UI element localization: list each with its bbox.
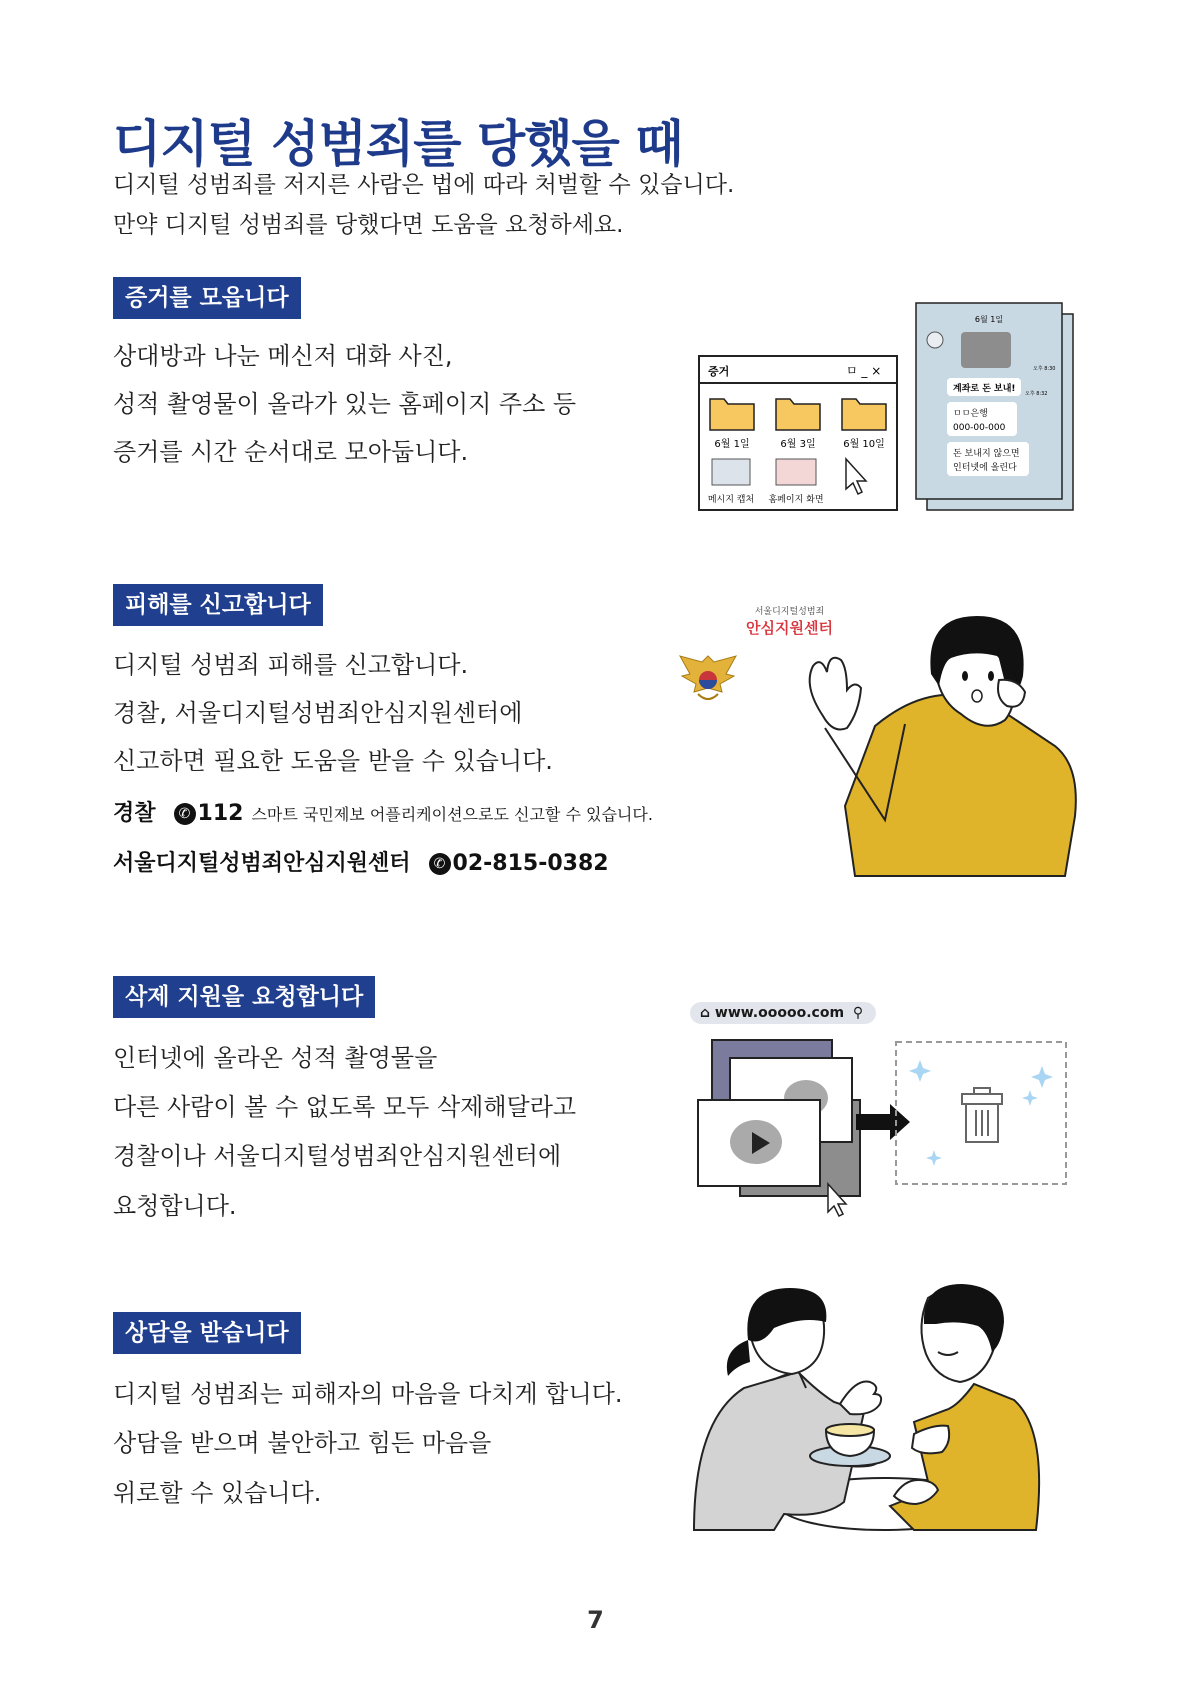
section-heading-counseling: 상담을 받습니다: [113, 1312, 301, 1354]
counseling-illustration: [690, 1284, 1076, 1530]
chat-message-2: ㅁㅁ은행: [953, 409, 988, 419]
sparkle-icon: [909, 1060, 931, 1082]
home-icon: ⌂: [700, 1005, 711, 1021]
page-number: 7: [587, 1606, 604, 1634]
police-emblem-icon: [668, 648, 748, 708]
chat-date: 6월 1일: [974, 315, 1004, 324]
folder-label: 6월 3일: [780, 439, 816, 450]
message-capture-thumbnail: [712, 459, 750, 485]
chat-message-1: 계좌로 돈 보내!: [953, 384, 1016, 394]
report-line-2: 경찰, 서울디지털성범죄안심지원센터에: [113, 699, 523, 727]
deletion-line-3: 경찰이나 서울디지털성범죄안심지원센터에: [113, 1142, 562, 1170]
police-number: 112: [197, 801, 244, 826]
police-note: 스마트 국민제보 어플리케이션으로도 신고할 수 있습니다.: [251, 805, 653, 824]
chat-time: 오후 8:30: [1033, 366, 1056, 372]
chat-time: 오후 8:32: [1025, 391, 1048, 397]
counseling-line-2: 상담을 받으며 불안하고 힘든 마음을: [113, 1429, 492, 1457]
url-bar: [690, 1002, 876, 1024]
intro-line-1: 디지털 성범죄를 저지른 사람은 법에 따라 처벌할 수 있습니다.: [113, 172, 735, 198]
chat-message-3: 돈 보내지 않으면: [953, 449, 1020, 459]
evidence-folder-window-illustration: [698, 355, 898, 511]
center-logo-text: 안심지원센터: [746, 619, 833, 637]
phone-icon: ✆: [174, 803, 196, 825]
evidence-line-3: 증거를 시간 순서대로 모아둡니다.: [113, 438, 469, 466]
sparkle-icon: [1022, 1090, 1038, 1106]
folder-icon: [710, 399, 754, 430]
police-contact: [113, 796, 653, 827]
page-title: 디지털 성범죄를 당했을 때: [113, 115, 683, 173]
report-line-1: 디지털 성범죄 피해를 신고합니다.: [113, 651, 469, 679]
counseling-line-3: 위로할 수 있습니다.: [113, 1479, 322, 1507]
deletion-line-2: 다른 사람이 볼 수 없도록 모두 삭제해달라고: [113, 1093, 577, 1121]
section-heading-report: 피해를 신고합니다: [113, 584, 323, 626]
avatar: [927, 332, 943, 348]
window-title: 증거: [708, 365, 730, 378]
intro-line-2: 만약 디지털 성범죄를 당했다면 도움을 요청하세요.: [113, 212, 624, 238]
phone-icon: ✆: [429, 853, 451, 875]
deletion-line-4: 요청합니다.: [113, 1192, 237, 1220]
center-logo-small-text: 서울디지털성범죄: [754, 607, 825, 617]
center-number: 02-815-0382: [452, 851, 609, 876]
section-heading-evidence: 증거를 모읍니다: [113, 277, 301, 319]
woman-calling-illustration: [755, 616, 1080, 886]
trash-icon: [962, 1088, 1002, 1142]
section-heading-deletion: 삭제 지원을 요청합니다: [113, 976, 375, 1018]
sparkle-icon: [926, 1150, 942, 1166]
folder-icon: [842, 399, 886, 430]
messenger-chat-illustration: [915, 302, 1075, 512]
evidence-line-1: 상대방과 나눈 메신저 대화 사진,: [113, 342, 453, 370]
folder-label: 6월 10일: [843, 439, 885, 450]
search-icon: ⚲: [852, 1005, 864, 1021]
police-label: 경찰: [113, 801, 156, 826]
center-contact: [113, 846, 609, 877]
thumb-label: 메시지 캡처: [707, 495, 755, 505]
homepage-thumbnail: [776, 459, 816, 485]
chat-message-2b: 000-00-000: [953, 423, 1006, 433]
window-controls-icon: ㅁ _ ×: [846, 364, 882, 378]
deletion-line-1: 인터넷에 올라온 성적 촬영물을: [113, 1044, 438, 1072]
thumb-label: 홈페이지 화면: [768, 495, 824, 505]
blurred-image: [961, 332, 1011, 368]
evidence-line-2: 성적 촬영물이 올라가 있는 홈페이지 주소 등: [113, 390, 577, 418]
report-line-3: 신고하면 필요한 도움을 받을 수 있습니다.: [113, 747, 553, 775]
sparkle-icon: [1031, 1066, 1053, 1088]
folder-icon: [776, 399, 820, 430]
center-label: 서울디지털성범죄안심지원센터: [113, 851, 411, 876]
deletion-illustration: [696, 1038, 1068, 1228]
counseling-line-1: 디지털 성범죄는 피해자의 마음을 다치게 합니다.: [113, 1380, 623, 1408]
arrow-right-icon: [856, 1104, 910, 1140]
url-text: www.ooooo.com: [714, 1005, 845, 1021]
chat-message-3b: 인터넷에 올린다: [953, 463, 1017, 473]
folder-label: 6월 1일: [714, 439, 750, 450]
